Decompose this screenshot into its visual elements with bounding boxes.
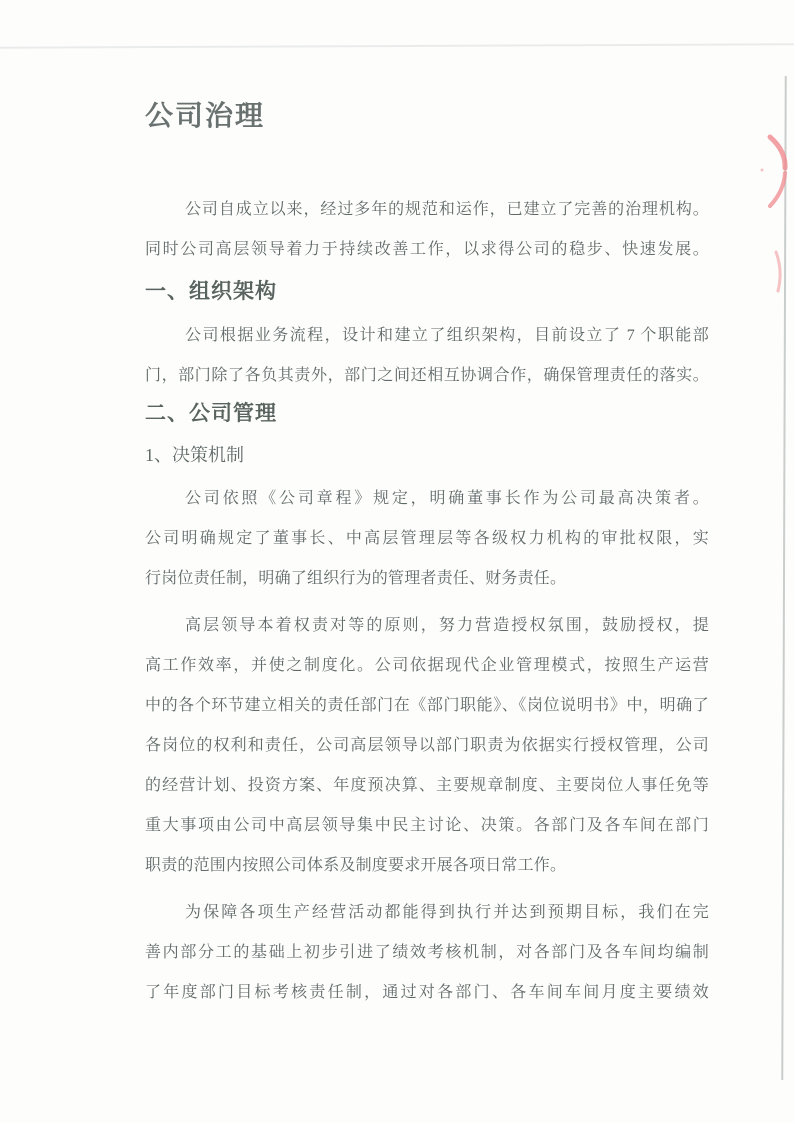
paragraph-line: 高工作效率，并使之制度化。公司依据现代企业管理模式，按照生产运营 (145, 657, 709, 674)
scan-edge-line (781, 76, 787, 1080)
document-content (145, 0, 709, 1020)
subsection-heading-decision: 1、决策机制 (145, 445, 244, 465)
paragraph-line: 善内部分工的基础上初步引进了绩效考核机制，对各部门及各车间均编制 (145, 944, 709, 961)
paragraph-line: 门，部门除了各负其责外，部门之间还相互协调合作，确保管理责任的落实。 (145, 367, 709, 384)
paragraph-line: 公司根据业务流程，设计和建立了组织架构，目前设立了 7 个职能部 (185, 327, 709, 344)
paragraph-line: 高层领导本着权责对等的原则，努力营造授权氛围，鼓励授权，提 (185, 617, 709, 634)
paragraph-line: 了年度部门目标考核责任制，通过对各部门、各车间车间月度主要绩效 (145, 984, 709, 1001)
paragraph-line: 为保障各项生产经营活动都能得到执行并达到预期目标，我们在完 (185, 904, 709, 921)
paragraph-line: 公司明确规定了董事长、中高层管理层等各级权力机构的审批权限，实 (145, 530, 709, 547)
paragraph-line: 行岗位责任制，明确了组织行为的管理者责任、财务责任。 (145, 570, 567, 587)
paragraph-line: 同时公司高层领导着力于持续改善工作，以求得公司的稳步、快速发展。 (145, 241, 709, 258)
paragraph-line: 中的各个环节建立相关的责任部门在《部门职能》、《岗位说明书》中，明确了 (145, 697, 709, 714)
paragraph-line: 重大事项由公司中高层领导集中民主讨论、决策。各部门及各车间在部门 (145, 817, 709, 834)
paragraph-line: 的经营计划、投资方案、年度预决算、主要规章制度、主要岗位人事任免等 (145, 777, 709, 794)
paragraph-line: 公司自成立以来，经过多年的规范和运作，已建立了完善的治理机构。 (185, 201, 709, 218)
section-heading-organization: 一、组织架构 (145, 280, 277, 303)
paragraph-line: 职责的范围内按照公司体系及制度要求开展各项日常工作。 (145, 857, 567, 874)
paragraph-authorization (145, 606, 709, 886)
paragraph-organization (145, 316, 709, 396)
section-heading-management: 二、公司管理 (145, 402, 277, 425)
paragraph-line: 公司依照《公司章程》规定，明确董事长作为公司最高决策者。 (185, 490, 709, 507)
paragraph-performance (145, 893, 709, 1013)
paragraph-decision (145, 479, 709, 599)
paragraph-line: 各岗位的权利和责任，公司高层领导以部门职责为依据实行授权管理，公司 (145, 737, 709, 754)
page-title: 公司治理 (145, 101, 266, 132)
paragraph-intro (145, 190, 709, 270)
